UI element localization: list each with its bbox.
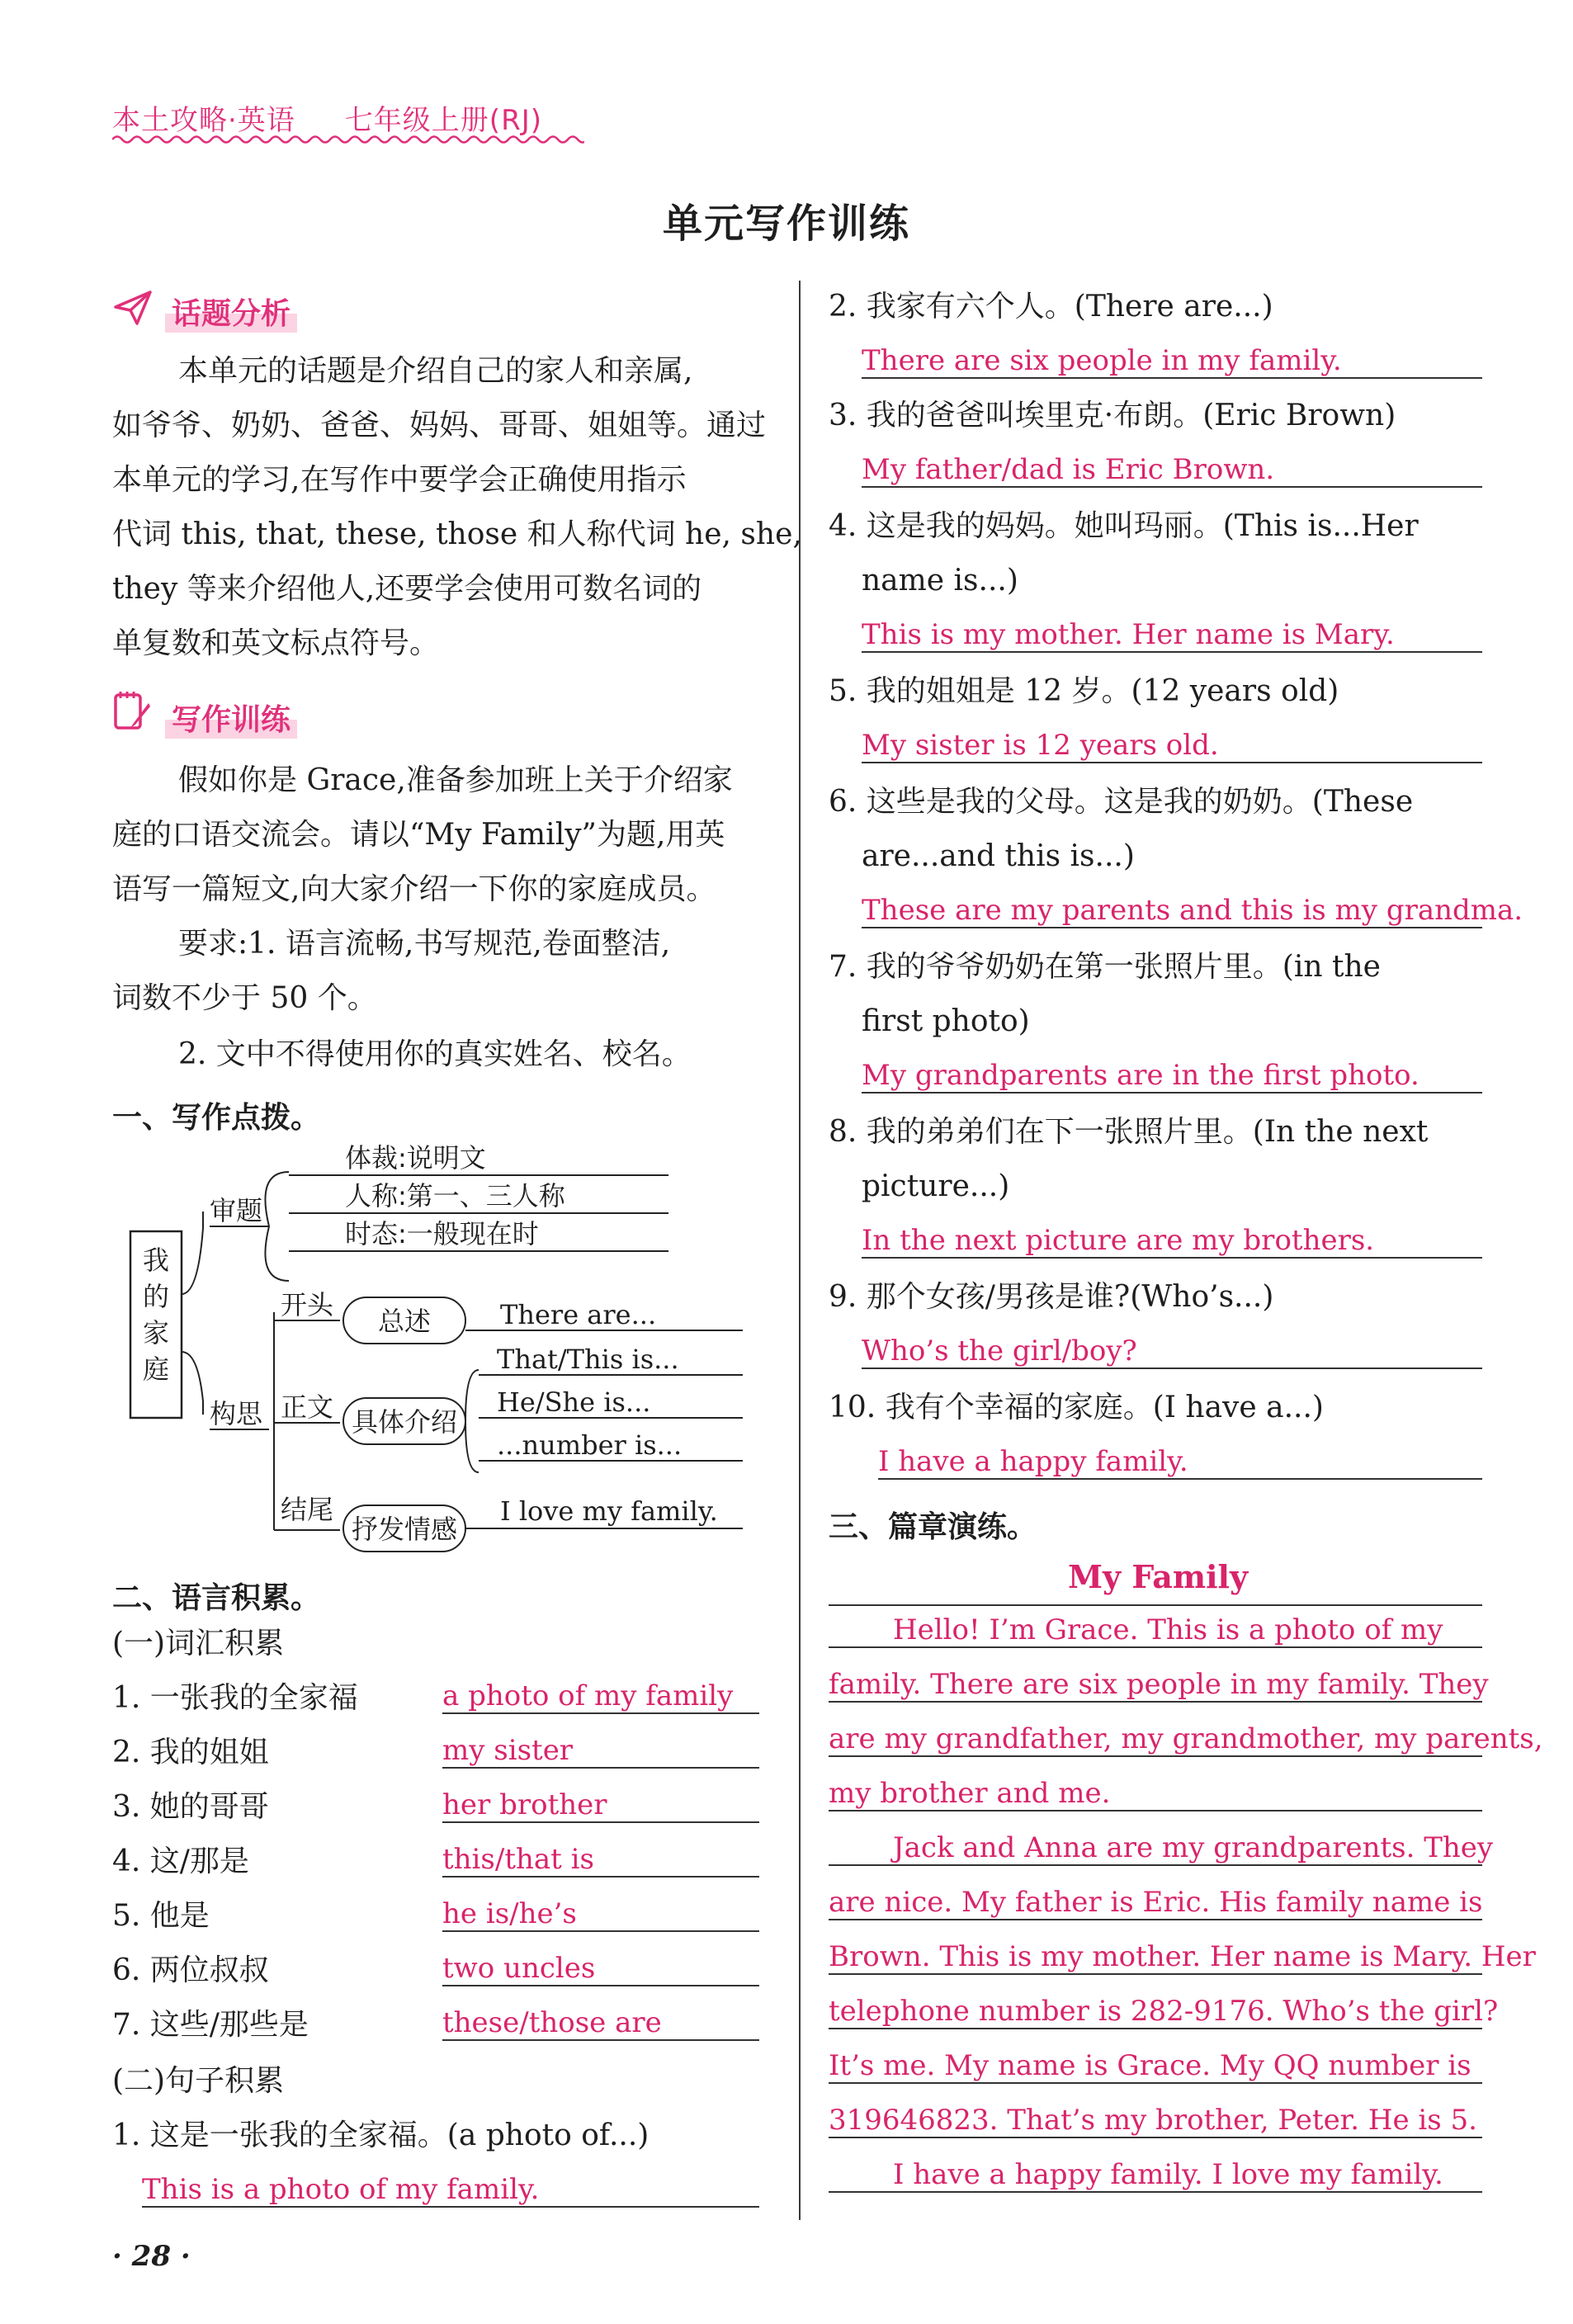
vocab-question: 2. 我的姐姐 xyxy=(112,1736,269,1769)
essay-title: My Family xyxy=(1067,1558,1249,1595)
essay-line: It’s me. My name is Grace. My QQ number is xyxy=(829,2050,1482,2084)
section-writing-tips-title: 一、写作点拨。 xyxy=(112,1101,321,1135)
essay-line: Brown. This is my mother. Her name is Mary. Her xyxy=(829,1941,1482,1975)
mindmap-jutijieshao-label: 具体介绍 xyxy=(351,1406,458,1438)
grade-label: 七年级上册(RJ) xyxy=(344,104,542,137)
training-line: 要求:1. 语言流畅,书写规范,卷面整洁, xyxy=(178,927,671,961)
mindmap-branch-label: 构思 xyxy=(210,1398,263,1429)
essay-line: are nice. My father is Eric. His family name is xyxy=(829,1887,1482,1920)
column-divider xyxy=(799,281,801,2220)
vocab-answer: my sister xyxy=(442,1735,759,1769)
essay-line: family. There are six people in my family. They xyxy=(829,1669,1482,1703)
training-line: 假如你是 Grace,准备参加班上关于介绍家 xyxy=(178,763,733,797)
writing-mindmap xyxy=(124,1129,751,1558)
sentence-subtitle: (二)句子积累 xyxy=(112,2064,285,2098)
topic-line: they 等来介绍他人,还要学会使用可数名词的 xyxy=(112,572,702,606)
topic-line: 如爷爷、奶奶、爸爸、妈妈、哥哥、姐姐等。通过 xyxy=(112,409,767,442)
training-line: 2. 文中不得使用你的真实姓名、校名。 xyxy=(178,1037,692,1071)
vocab-answer: a photo of my family xyxy=(442,1680,759,1714)
mindmap-root-char: 家 xyxy=(142,1317,170,1349)
sentence-question: 4. 这是我的妈妈。她叫玛丽。(This is...Her xyxy=(829,509,1419,543)
mindmap-kaitou-label: 开头 xyxy=(281,1289,334,1320)
sentence-question-cont: first photo) xyxy=(862,1004,1030,1038)
vocab-question: 4. 这/那是 xyxy=(112,1845,249,1878)
sentence-answer: There are six people in my family. xyxy=(862,345,1482,379)
vocab-question: 7. 这些/那些是 xyxy=(112,2008,309,2042)
mindmap-zhengwen-line: ...number is... xyxy=(497,1429,683,1461)
essay-line: telephone number is 282-9176. Who’s the girl? xyxy=(829,1996,1482,2029)
sentence-question: 6. 这些是我的父母。这是我的奶奶。(These xyxy=(829,785,1414,819)
essay-line: 319646823. That’s my brother, Peter. He is 5. xyxy=(829,2104,1482,2138)
sentence-answer: My father/dad is Eric Brown. xyxy=(862,454,1482,488)
vocab-question: 3. 她的哥哥 xyxy=(112,1790,269,1824)
sentence-answer: This is a photo of my family. xyxy=(142,2174,759,2208)
topic-analysis-badge: 话题分析 xyxy=(165,290,297,333)
sentence-question: 5. 我的姐姐是 12 岁。(12 years old) xyxy=(829,674,1339,708)
training-line: 庭的口语交流会。请以“My Family”为题,用英 xyxy=(112,818,725,852)
essay-title-underline xyxy=(829,1604,1482,1606)
mindmap-shenti-item: 时态:一般现在时 xyxy=(345,1218,539,1249)
vocab-answer: this/that is xyxy=(442,1844,759,1878)
notebook-pencil-icon xyxy=(112,688,154,733)
vocab-question: 1. 一张我的全家福 xyxy=(112,1681,358,1715)
header-wave-decoration xyxy=(112,134,584,145)
book-header xyxy=(112,97,542,138)
sentence-question: 2. 我家有六个人。(There are...) xyxy=(829,290,1273,324)
vocab-subtitle: (一)词汇积累 xyxy=(112,1627,285,1660)
vocab-answer: he is/he’s xyxy=(442,1898,759,1932)
training-line: 词数不少于 50 个。 xyxy=(112,981,377,1015)
mindmap-shufaqinggan-label: 抒发情感 xyxy=(351,1514,458,1545)
section-essay-title: 三、篇章演练。 xyxy=(829,1510,1037,1544)
sentence-question: 7. 我的爷爷奶奶在第一张照片里。(in the xyxy=(829,950,1381,984)
sentence-answer: This is my mother. Her name is Mary. xyxy=(862,619,1482,653)
topic-line: 代词 this, that, these, those 和人称代词 he, she, xyxy=(112,517,802,551)
topic-line: 本单元的学习,在写作中要学会正确使用指示 xyxy=(112,463,687,497)
topic-line: 单复数和英文标点符号。 xyxy=(112,626,440,660)
sentence-question: 10. 我有个幸福的家庭。(I have a...) xyxy=(829,1391,1324,1424)
sentence-question-cont: name is...) xyxy=(862,564,1018,598)
sentence-answer: My sister is 12 years old. xyxy=(862,730,1482,763)
essay-line: my brother and me. xyxy=(829,1778,1482,1811)
mindmap-root-char: 我 xyxy=(142,1245,170,1276)
vocab-answer: two uncles xyxy=(442,1953,759,1986)
sentence-answer: These are my parents and this is my grandma. xyxy=(862,895,1482,928)
mindmap-jiewei-label: 结尾 xyxy=(281,1494,334,1525)
vocab-answer: her brother xyxy=(442,1789,759,1823)
mindmap-root-char: 的 xyxy=(142,1281,170,1312)
mindmap-branch-label: 审题 xyxy=(210,1195,263,1226)
sentence-answer: I have a happy family. xyxy=(878,1446,1482,1480)
sentence-answer: My grandparents are in the first photo. xyxy=(862,1060,1482,1094)
essay-line: Hello! I’m Grace. This is a photo of my xyxy=(829,1614,1482,1648)
paper-plane-icon xyxy=(112,287,154,328)
topic-line: 本单元的话题是介绍自己的家人和亲属, xyxy=(178,354,693,388)
essay-line: I have a happy family. I love my family. xyxy=(829,2159,1482,2193)
sentence-answer: In the next picture are my brothers. xyxy=(862,1225,1482,1259)
vocab-question: 6. 两位叔叔 xyxy=(112,1953,269,1987)
mindmap-zhengwen-line: That/This is... xyxy=(497,1344,679,1375)
sentence-question: 9. 那个女孩/男孩是谁?(Who’s...) xyxy=(829,1280,1274,1314)
mindmap-zhengwen-label: 正文 xyxy=(281,1391,334,1423)
sentence-question-cont: are...and this is...) xyxy=(862,839,1135,873)
essay-line: are my grandfather, my grandmother, my parents, xyxy=(829,1723,1482,1757)
sentence-question: 3. 我的爸爸叫埃里克·布朗。(Eric Brown) xyxy=(829,399,1396,432)
mindmap-shenti-item: 体裁:说明文 xyxy=(345,1142,486,1174)
mindmap-zhengwen-line: He/She is... xyxy=(497,1386,651,1418)
training-line: 语写一篇短文,向大家介绍一下你的家庭成员。 xyxy=(112,872,716,906)
mindmap-jiewei-line: I love my family. xyxy=(500,1495,718,1527)
vocab-answer: these/those are xyxy=(442,2007,759,2041)
vocab-question: 5. 他是 xyxy=(112,1899,210,1933)
page-title: 单元写作训练 xyxy=(662,201,910,247)
mindmap-kaitou-line: There are... xyxy=(500,1299,657,1330)
sentence-question: 8. 我的弟弟们在下一张照片里。(In the next xyxy=(829,1115,1429,1149)
writing-training-badge: 写作训练 xyxy=(165,697,297,739)
sentence-question: 1. 这是一张我的全家福。(a photo of...) xyxy=(112,2119,650,2152)
section-language-title: 二、语言积累。 xyxy=(112,1581,321,1615)
essay-line: Jack and Anna are my grandparents. They xyxy=(829,1832,1482,1866)
mindmap-zongshu-label: 总述 xyxy=(377,1306,432,1337)
sentence-question-cont: picture...) xyxy=(862,1169,1010,1203)
page-number: · 28 · xyxy=(112,2240,191,2273)
sentence-answer: Who’s the girl/boy? xyxy=(862,1335,1482,1369)
mindmap-shenti-item: 人称:第一、三人称 xyxy=(345,1180,565,1212)
book-name: 本土攻略·英语 xyxy=(112,104,295,137)
mindmap-root-char: 庭 xyxy=(142,1353,170,1385)
